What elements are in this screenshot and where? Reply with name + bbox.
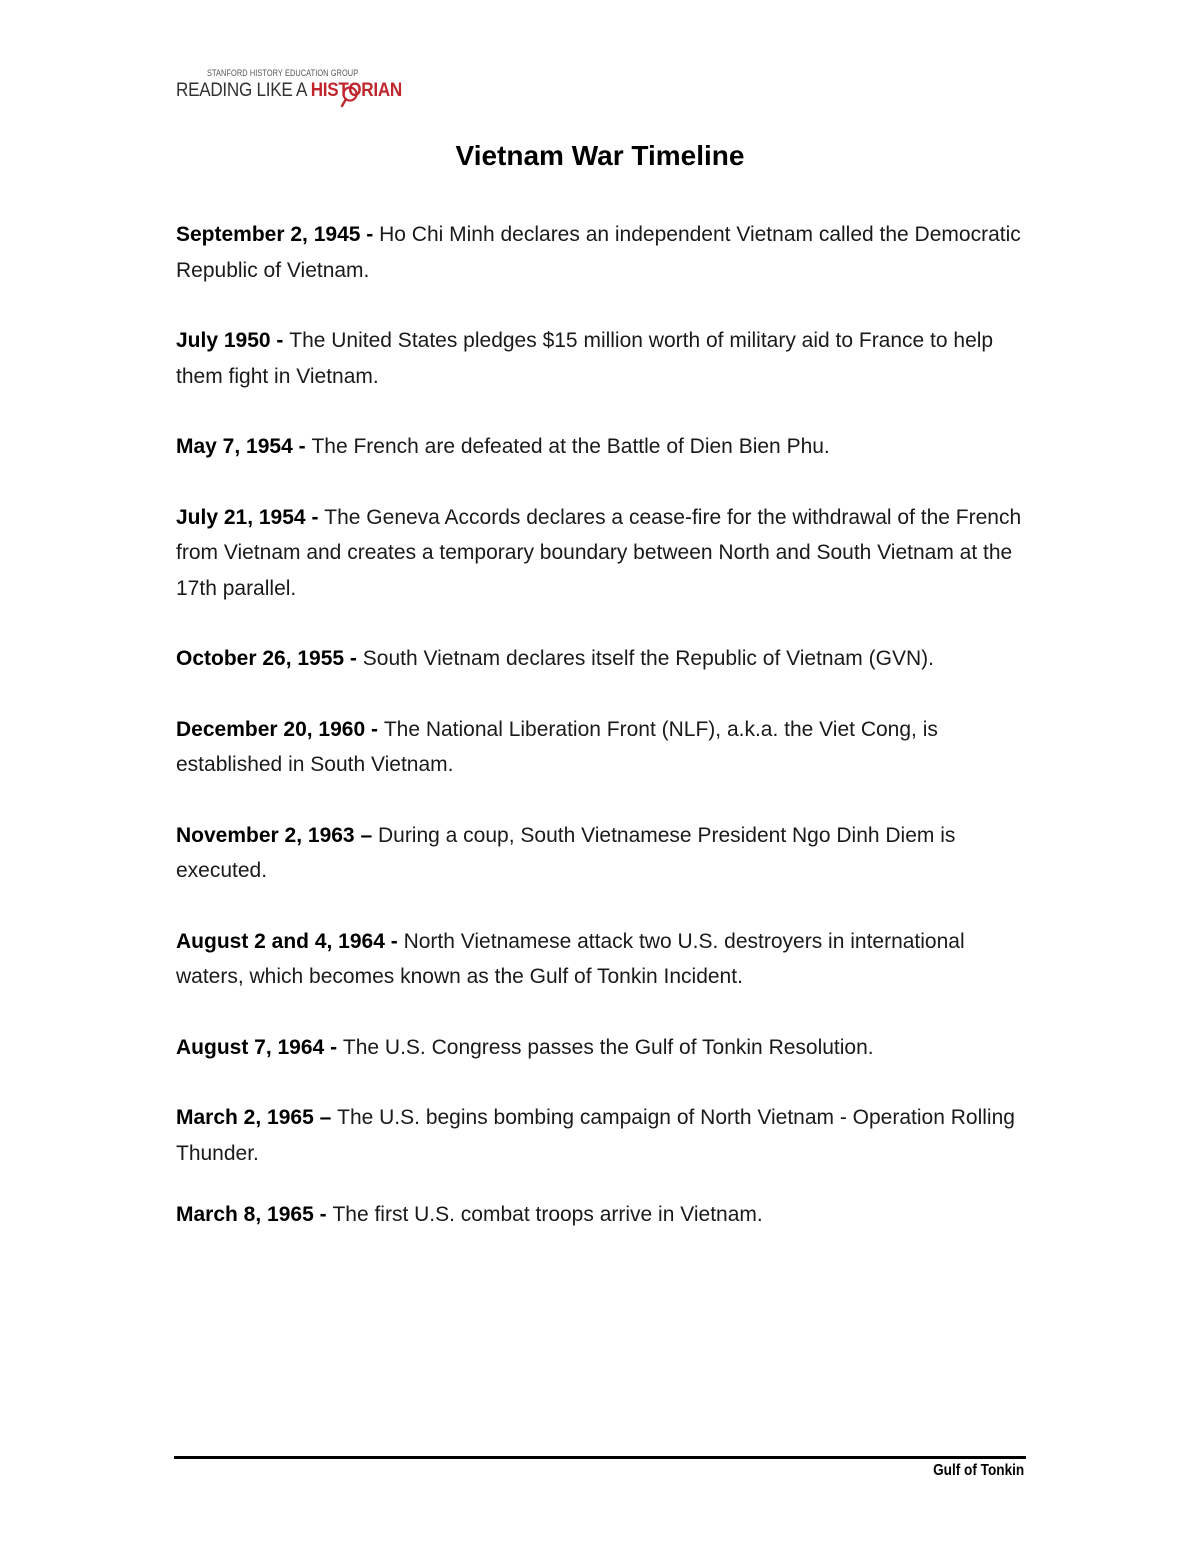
timeline-entry	[176, 500, 1026, 607]
timeline-entry	[176, 1100, 1026, 1171]
entry-text: South Vietnam declares itself the Republic of Vietnam (GVN).	[362, 647, 934, 670]
page-title: Vietnam War Timeline	[455, 140, 745, 171]
entry-text: The U.S. begins bombing campaign of North Vietnam - Operation Rolling Thunder.	[176, 1106, 1015, 1165]
entry-date: May 7, 1954	[176, 435, 293, 458]
logo-wordmark-part1: READING LIKE A	[176, 80, 311, 101]
timeline-entry	[176, 323, 1026, 394]
magnifying-glass-icon	[336, 84, 364, 112]
timeline-entry	[176, 924, 1026, 995]
entry-text: The United States pledges $15 million worth of military aid to France to help them fight in Vietnam.	[176, 329, 994, 388]
entry-separator: -	[305, 505, 325, 529]
timeline-entry	[176, 1197, 1026, 1233]
timeline-entry	[176, 712, 1026, 783]
entry-text: The first U.S. combat troops arrive in Vietnam.	[332, 1203, 763, 1226]
entry-date: August 7, 1964	[176, 1035, 325, 1059]
logo-org-name: STANFORD HISTORY EDUCATION GROUP	[207, 68, 359, 78]
timeline-list	[176, 217, 1026, 1268]
entry-separator: -	[270, 329, 290, 352]
entry-date: November 2, 1963	[176, 823, 355, 847]
entry-date: March 2, 1965	[176, 1106, 314, 1129]
entry-date: December 20, 1960	[176, 717, 366, 741]
entry-text: During a coup, South Vietnamese President Ngo Dinh Diem is executed.	[176, 823, 956, 882]
entry-separator: –	[354, 823, 378, 847]
logo	[176, 68, 406, 112]
entry-date: October 26, 1955	[176, 647, 345, 670]
footer-label: Gulf of Tonkin	[932, 1462, 1024, 1479]
entry-date: March 8, 1965	[176, 1203, 314, 1226]
entry-text: The Geneva Accords declares a cease-fire for the withdrawal of the French from Vietnam and creates a temporary boundary between North and South Vietnam at the 17th parallel.	[176, 505, 1022, 600]
timeline-entry	[176, 641, 1026, 677]
timeline-entry	[176, 217, 1026, 288]
entry-separator: -	[292, 435, 312, 458]
entry-separator: -	[324, 1035, 343, 1059]
entry-text: The French are defeated at the Battle of Dien Bien Phu.	[311, 435, 830, 458]
timeline-entry	[176, 1030, 1026, 1066]
entry-text: Ho Chi Minh declares an independent Vietnam called the Democratic Republic of Vietnam.	[176, 223, 1021, 282]
entry-date: September 2, 1945	[176, 223, 361, 246]
entry-separator: -	[344, 647, 363, 670]
entry-separator: -	[384, 929, 404, 953]
entry-text: The National Liberation Front (NLF), a.k.a. the Viet Cong, is established in South Vietnam.	[176, 717, 938, 776]
entry-date: August 2 and 4, 1964	[176, 929, 385, 953]
entry-separator: –	[313, 1106, 338, 1129]
entry-text: North Vietnamese attack two U.S. destroyers in international waters, which becomes known as the Gulf of Tonkin Incident.	[176, 929, 965, 988]
entry-date: July 21, 1954	[176, 505, 306, 529]
entry-text: The U.S. Congress passes the Gulf of Tonkin Resolution.	[342, 1035, 874, 1059]
footer-divider	[174, 1456, 1026, 1459]
entry-separator: -	[360, 223, 380, 246]
entry-date: July 1950	[176, 329, 271, 352]
timeline-entry	[176, 818, 1026, 889]
timeline-entry	[176, 429, 1026, 465]
entry-separator: -	[365, 717, 384, 741]
entry-separator: -	[313, 1203, 333, 1226]
logo-wordmark	[176, 80, 402, 102]
logo-wordmark-part2: HISTORIAN	[310, 80, 403, 101]
